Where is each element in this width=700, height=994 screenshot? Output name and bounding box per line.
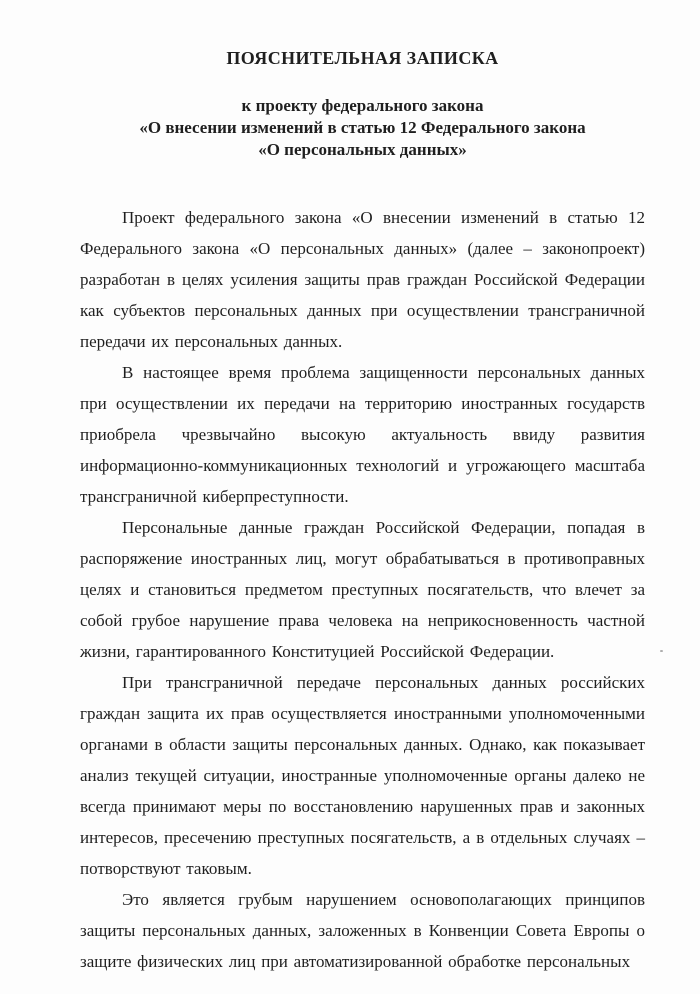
- document-body: [80, 202, 645, 977]
- body-paragraph: Проект федерального закона «О внесении изменений в статью 12 Федерального закона «О персональных данных» (далее – законопроект) разработан в целях усиления защиты прав граждан Российской Федерации как субъектов персональных данных при осуществлении трансграничной передачи их персональных данных.: [80, 208, 645, 351]
- body-paragraph: Персональные данные граждан Российской Федерации, попадая в распоряжение иностранных лиц, могут обрабатываться в противоправных целях и становиться предметом преступных посягательств, что влечет за собой грубое нарушение права человека на неприкосновенность частной жизни, гарантированного Конституцией Российской Федерации.: [80, 518, 645, 661]
- document-title: ПОЯСНИТЕЛЬНАЯ ЗАПИСКА: [226, 48, 499, 68]
- document-subtitle: [80, 95, 645, 161]
- body-paragraph: В настоящее время проблема защищенности персональных данных при осуществлении их передачи на территорию иностранных государств приобрела чрезвычайно высокую актуальность ввиду развития информационно-коммуникационных технологий и угрожающего масштаба трансграничной киберпреступности.: [80, 363, 645, 506]
- body-paragraph: При трансграничной передаче персональных данных российских граждан защита их прав осуществляется иностранными уполномоченными органами в области защиты персональных данных. Однако, как показывает анализ текущей ситуации, иностранные уполномоченные органы далеко не всегда принимают меры по восстановлению нарушенных прав и законных интересов, пресечению преступных посягательств, а в отдельных случаях – потворствуют таковым.: [80, 673, 645, 878]
- scan-artifact-speck: [660, 650, 663, 652]
- body-paragraph: Это является грубым нарушением основополагающих принципов защиты персональных данных, заложенных в Конвенции Совета Европы о защите физических лиц при автоматизированной обработке персональных: [80, 890, 645, 971]
- subtitle-line: «О персональных данных»: [258, 140, 467, 159]
- subtitle-line: к проекту федерального закона: [241, 96, 484, 115]
- subtitle-line: «О внесении изменений в статью 12 Федерального закона: [139, 118, 586, 137]
